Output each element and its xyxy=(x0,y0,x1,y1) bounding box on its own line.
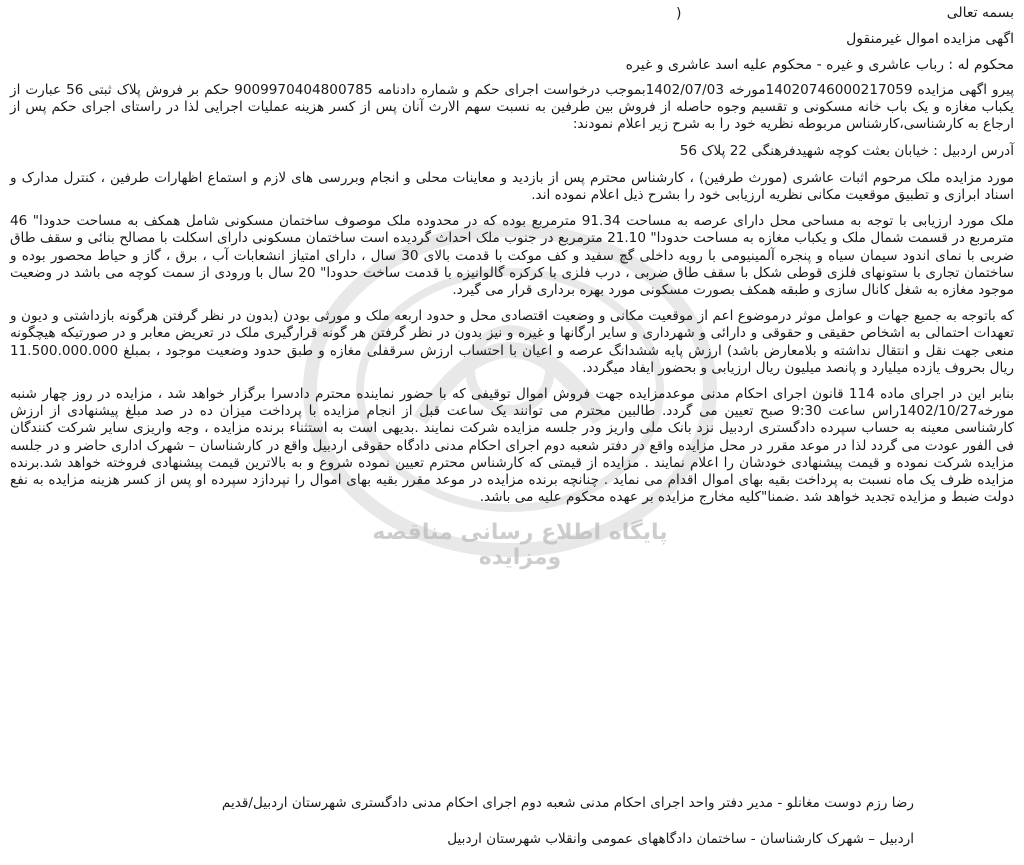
paragraph-expert: مورد مزایده ملک مرحوم اثبات عاشری (مورث طرفین) ، کارشناس محترم پس از بازدید و معاینات محلی و انجام وبررسی های لازم و استماع اظهارات طرفین ، کنترل مدارک و اسناد ابرازی و تطبیق موقعیت مکانی نظریه ارزیابی خود را بشرح ذیل اعلام نموده اند. xyxy=(10,169,1014,204)
paragraph-valuation: که باتوجه به جمیع جهات و عوامل موثر درموضوع اعم از موقعیت مکانی و وضعیت اقتصادی محل و حدود اربعه ملک و مورثی بودن (بدون در نظر گرفتن هرگونه بازداشتی و دیون و تعهدات احتمالی به اشخاص حقیقی و حقوقی و دارائی و شهرداری و سایر ارگانها و غیره و نیز بدون در نظر گرفتن هر گونه قرارگیری ملک در تعریض معابر و در صورتیکه هیچگونه منعی جهت نقل و انتقال نداشته و بلامعارض باشد) ارزش پایه ششدانگ عرصه و اعیان با احتساب ارزش سرقفلی مغازه و طبق حدود وضعیت موجود ، بمبلغ 11.500.000.000 ریال بحروف یازده میلیارد و پانصد میلیون ریال ارزیابی و بحضور ایفاد میگردد. xyxy=(10,308,1014,376)
footer xyxy=(114,794,914,848)
signature-line: رضا رزم دوست مغانلو - مدیر دفتر واحد اجرای احکام مدنی شعبه دوم اجرای احکام مدنی دادگستری شهرستان اردبیل/قدیم xyxy=(221,795,914,811)
watermark-caption: پایگاه اطلاع رسانی مناقصه ومزایده xyxy=(372,520,668,570)
header-paren: ) xyxy=(676,6,682,22)
paragraph-intro: پیرو اگهی مزایده 14020746000217059مورخه 1402/07/03بموجب درخواست اجرای حکم و شماره دادنامه 9009970404800785 حکم بر فروش پلاک ثبتی 56 عبارت از یکباب مغازه و یک باب خانه مسکونی و تقسیم وجوه حاصله از فروش بین طرفین به نسبت سهم الارث آنان پس از کسر هزینه عملیات اجرایی لذا در راستای اجرای حکم پس از ارجاع به کارشناسی،کارشناس مربوطه نظریه خود را به شرح زیر اعلام نمودند: xyxy=(10,82,1014,133)
invocation: بسمه تعالی xyxy=(946,5,1014,21)
notice-body xyxy=(10,4,1014,515)
paragraph-description: ملک مورد ارزیابی با توجه به مساحی محل دارای عرصه به مساحت 91.34 مترمربع بوده که در محدوده ملک موصوف ساختمان مسکونی شامل همکف به مساحت حدودا" 46 مترمربع در قسمت شمال ملک و یکباب مغازه به مساحت حدودا" 21.10 مترمربع در جنوب ملک احداث گردیده است ساختمان مسکونی دارای اسکلت با مصالح بنائی و سقف طاق ضربی با نمای اندود سیمان سیاه و پنجره آلمینیومی با رویه داخلی گچ سفید و کف موکت با قدمت بالای 30 سال ، دارای امتیاز انشعابات آب ، برق ، گاز و حیاط محصور بوده و ساختمان تجاری با ستونهای فلزی قوطی شکل با سقف طاق ضربی ، درب فلزی با کرکره گالوانیزه با قدمت ساخت حدودا" 20 سال با ورودی از سمت کوچه می باشد در وضعیت موجود مغازه به شغل کانال سازی و طبقه همکف بصورت مسکونی مورد بهره برداری قرار می گیرد. xyxy=(10,213,1014,299)
notice-title: اگهی مزایده اموال غیرمنقول xyxy=(846,31,1014,47)
office-address: اردبیل – شهرک کارشناسان - ساختمان دادگاههای عمومی وانقلاب شهرستان اردبیل xyxy=(447,831,914,847)
parties-line: محکوم له : رباب عاشری و غیره - محکوم علیه اسد عاشری و غیره xyxy=(625,57,1014,73)
property-address: آدرس اردبیل : خیابان بعثت کوچه شهیدفرهنگی 22 پلاک 56 xyxy=(679,142,1014,159)
paragraph-conditions: بنابر این در اجرای ماده 114 قانون اجرای احکام مدنی موعدمزایده جهت فروش اموال توقیفی که با حضور نماینده محترم دادسرا برگزار خواهد شد ، مزایده در روز چهار شنبه مورخه1402/10/27راس ساعت 9:30 صبح تعیین می گردد. طالبین محترم می توانند یک ساعت قبل از انجام مزایده با پرداخت میزان ده در صد مبلغ پیشنهادی از ارزش کارشناسی معینه به حساب سپرده دادگستری اردبیل نزد بانک ملی واریز ودر جلسه مزایده شرکت نمایند .بدیهی است به استثناء برنده مزایده ، وجه واریزی سایر شرکت کنندگان فی الفور عودت می گردد لذا در موعد مقرر در محل مزایده واقع در دفتر شعبه دوم اجرای احکام مدنی دادگاه حقوقی اردبیل واقع در کارشناسان – شهرک اداری حاضر و در جلسه مزایده شرکت نموده و قیمت پیشنهادی خودشان را اعلام نمایند . مزایده از قیمتی که کارشناس محترم تعیین نموده شروع و به بالاترین قیمت پیشنهادی فروخته خواهد شد.برنده مزایده ظرف یک ماه نسبت به پرداخت بقیه بهای اموال اقدام می نماید . چنانچه برنده مزایده در موعد مقرر بقیه بهای اموال را نپردازد سپرده او پس از کسر هزینه مزایده به نفع دولت ضبط و مزایده تجدید خواهد شد .ضمنا"کلیه مخارج مزایده بر عهده محکوم علیه می باشد. xyxy=(10,386,1015,506)
